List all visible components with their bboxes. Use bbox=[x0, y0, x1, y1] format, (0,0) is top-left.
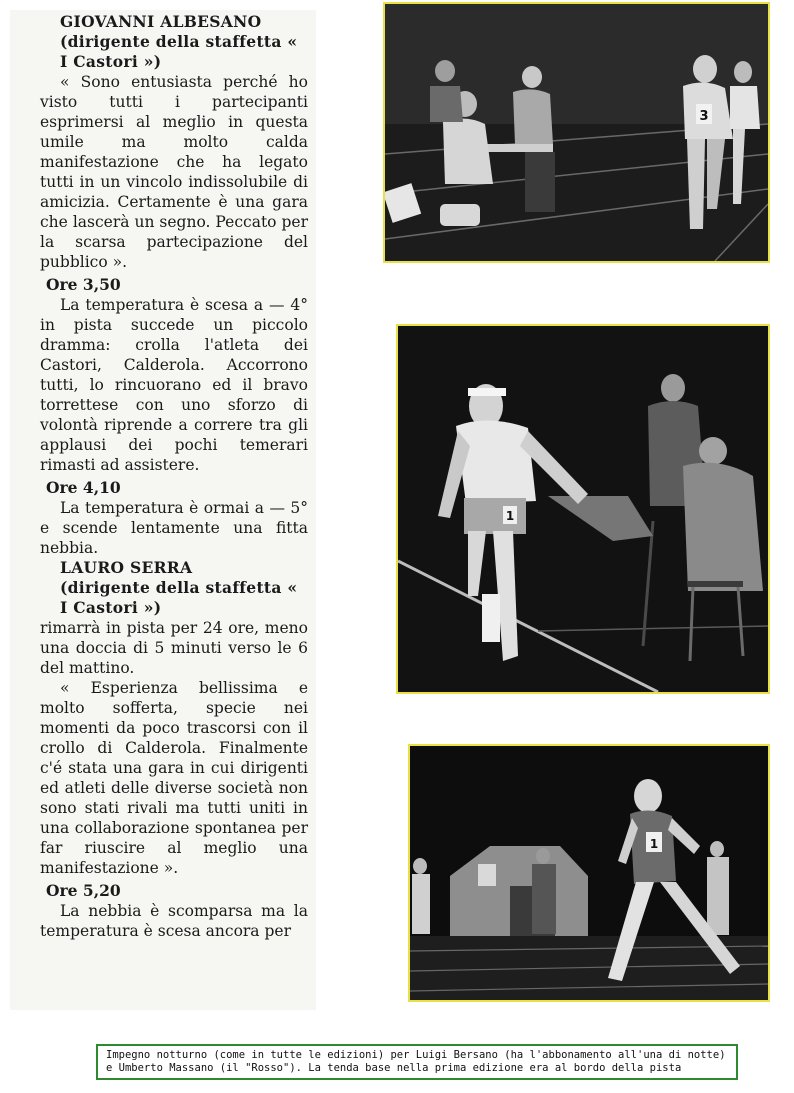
paragraph-temperatura: La nebbia è scomparsa ma la temperatura è scesa ancora per bbox=[40, 902, 308, 940]
bib-number: 1 bbox=[505, 509, 515, 523]
quote-albesano: « Sono entusiasta perché ho visto tutti i partecipanti esprimersi al meglio in questa umile ma molto calda manifestazione che ha legato tutti in un vincolo indissolubile di amicizia. Certamente è una gara che lascerà un segno. Peccato per la scarsa partecipazione del pubblico ». bbox=[40, 73, 308, 271]
time-heading: Ore 3,50 bbox=[46, 275, 121, 294]
photo-illustration bbox=[410, 746, 768, 1000]
person-name: GIOVANNI ALBESANO bbox=[60, 12, 262, 31]
person-role: (dirigente della staffetta « I Castori ») bbox=[60, 578, 298, 617]
person-role: (dirigente della staffetta « I Castori ») bbox=[60, 32, 298, 71]
photo-runner-headband bbox=[396, 324, 770, 694]
photo-illustration bbox=[385, 4, 768, 261]
bib-number: 1 bbox=[649, 837, 659, 851]
photo-illustration bbox=[398, 326, 768, 692]
paragraph-nebbia: La temperatura è ormai a — 5° e scende lentamente una fitta nebbia. bbox=[40, 499, 308, 557]
article-column bbox=[10, 10, 316, 1010]
paragraph-serra: rimarrà in pista per 24 ore, meno una doccia di 5 minuti verso le 6 del mattino. bbox=[40, 619, 308, 677]
person-name: LAURO SERRA bbox=[60, 558, 193, 577]
paragraph-calderola: La temperatura è scesa a — 4° in pista succede un piccolo dramma: crolla l'atleta dei Castori, Calderola. Accorrono tutti, lo rincuorano ed il bravo torrettese con uno sforzo di volontà riprende a correre tra gli applausi dei pochi temerari rimasti ad assistere. bbox=[40, 296, 308, 474]
bib-number: 3 bbox=[699, 109, 709, 124]
photo-runners-at-table bbox=[383, 2, 770, 263]
photo-runner-tent bbox=[408, 744, 770, 1002]
quote-serra: « Esperienza bellissima e molto sofferta, specie nei momenti da poco trascorsi con il crollo di Calderola. Finalmente c'é stata una gara in cui dirigenti ed atleti delle diverse società non sono stati rivali ma tutti uniti in una collaborazione spontanea per far riuscire al meglio una manifestazione ». bbox=[40, 679, 308, 877]
time-heading: Ore 5,20 bbox=[46, 881, 121, 900]
photo-caption: Impegno notturno (come in tutte le edizioni) per Luigi Bersano (ha l'abbonamento all'una di notte) e Umberto Massano (il "Rosso"). La tenda base nella prima edizione era al bordo della pista bbox=[96, 1044, 738, 1080]
heading-serra bbox=[60, 558, 308, 618]
heading-albesano bbox=[60, 12, 308, 72]
time-heading: Ore 4,10 bbox=[46, 478, 121, 497]
